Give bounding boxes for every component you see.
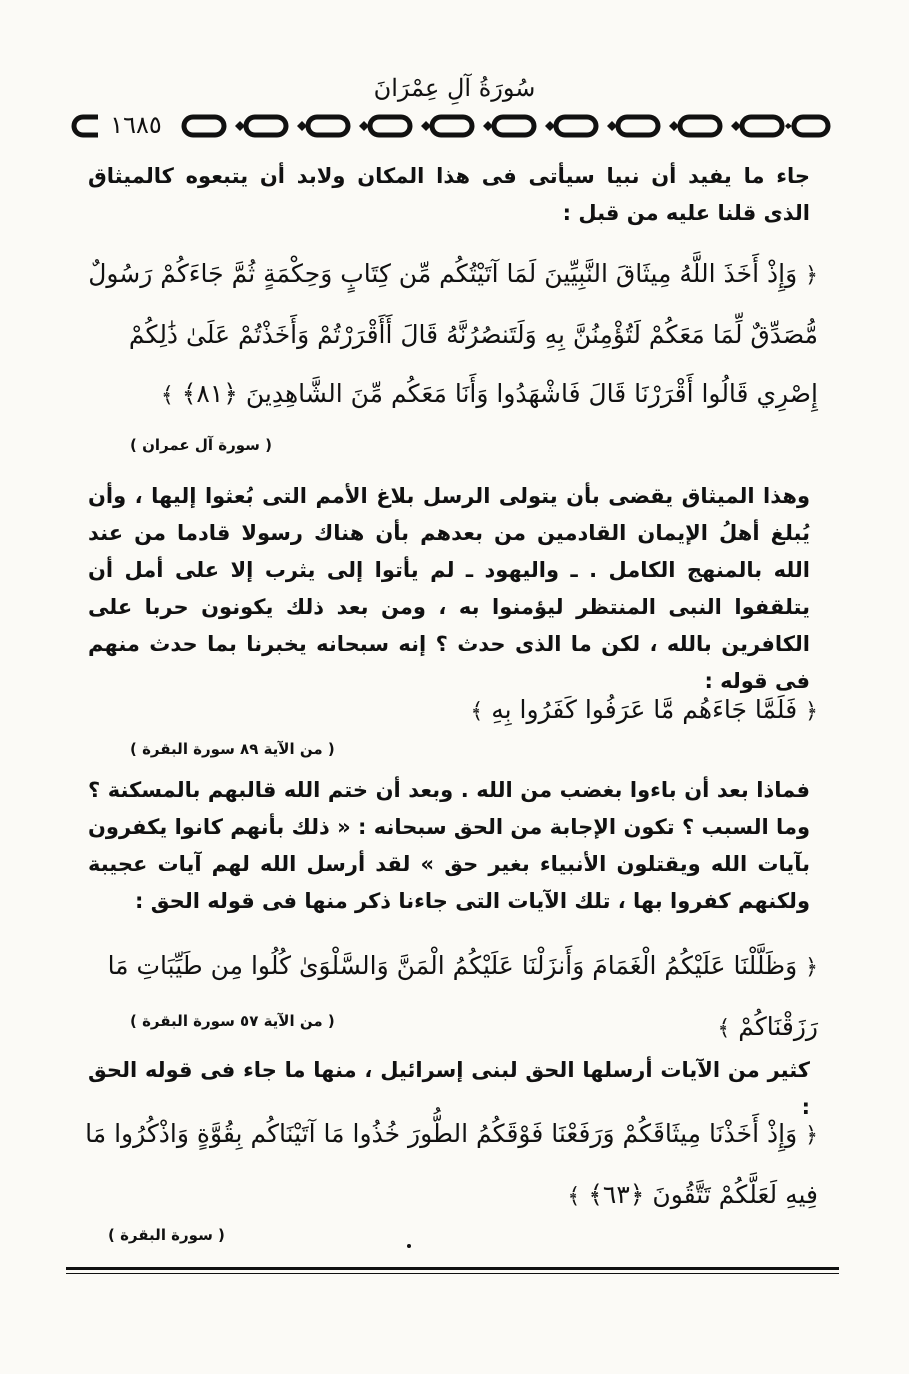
verse-reference-2: ( من الآية ٨٩ سورة البقرة ) [130,740,335,758]
paragraph-4: كثير من الآيات أرسلها الحق لبنى إسرائيل ، منها ما جاء فى قوله الحق : [88,1058,810,1119]
header-ornament-rule [66,112,836,140]
footer-rule [66,1267,839,1270]
verse-open-bracket: ﴿ [805,955,818,980]
verse-3 [78,936,818,1058]
verse-text: وَإِذْ أَخَذَ اللَّهُ مِيثَاقَ النَّبِيِّينَ لَمَا آتَيْتُكُم مِّن كِتَابٍ وَحِكْمَةٍ ثُمَّ جَاءَكُمْ رَسُولٌ مُّصَدِّقٌ لِّمَا مَعَكُمْ لَتُؤْمِنُنَّ بِهِ وَلَتَنصُرُنَّهُ قَالَ أَأَقْرَرْتُمْ وَأَخَذْتُمْ عَلَىٰ ذَٰلِكُمْ إِصْرِي قَالُوا أَقْرَرْنَا قَالَ فَاشْهَدُوا وَأَنَا مَعَكُم مِّنَ الشَّاهِدِينَ [88,259,818,408]
stray-dot [407,1244,411,1248]
verse-number: ﴿٦٣﴾ [588,1180,645,1209]
verse-text: وَإِذْ أَخَذْنَا مِيثَاقَكُمْ وَرَفَعْنَا فَوْقَكُمُ الطُّورَ خُذُوا مَا آتَيْنَاكُم بِقُوَّةٍ وَاذْكُرُوا مَا فِيهِ لَعَلَّكُمْ تَتَّقُونَ [85,1119,818,1209]
verse-open-bracket: ﴿ [805,1123,818,1148]
verse-1 [78,244,818,425]
verse-text: فَلَمَّا جَاءَهُم مَّا عَرَفُوا كَفَرُوا بِهِ [491,695,798,724]
verse-close-bracket: ﴾ [160,383,174,408]
verse-number: ﴿٨١﴾ [181,379,238,408]
paragraph-2: وهذا الميثاق يقضى بأن يتولى الرسل بلاغ الأمم التى بُعثوا إليها ، وأن يُبلغ أهلُ الإيمان القادمين من بعدهم بأن هناك رسولا قادما من عند الله بالمنهج الكامل . ـ واليهود ـ لم يأتوا إلى يثرب إلا على أمل أن يتلقفوا النبى المنتظر ليؤمنوا به ، ومن بعد ذلك يكونون حربا على الكافرين بالله ، لكن ما الذى حدث ؟ إنه سبحانه يخبرنا بما حدث منهم فى قوله : [88,484,810,693]
page-number: ١٦٨٥ [98,110,174,140]
verse-4 [78,1104,818,1226]
verse-close-bracket: ﴾ [567,1184,581,1209]
verse-reference-3: ( من الآية ٥٧ سورة البقرة ) [130,1012,335,1030]
footer-rule-thin [66,1273,839,1274]
verse-close-bracket: ﴾ [717,1016,731,1041]
verse-open-bracket: ﴿ [805,699,818,724]
verse-reference-4: ( سورة البقرة ) [108,1226,225,1244]
paragraph-1: جاء ما يفيد أن نبيا سيأتى فى هذا المكان ولابد أن يتبعوه كالميثاق الذى قلنا عليه من قبل : [88,164,810,225]
verse-reference-1: ( سورة آل عمران ) [130,436,272,454]
verse-open-bracket: ﴿ [805,263,818,288]
verse-text: وَظَلَّلْنَا عَلَيْكُمُ الْغَمَامَ وَأَنزَلْنَا عَلَيْكُمُ الْمَنَّ وَالسَّلْوَىٰ كُلُوا مِن طَيِّبَاتِ مَا رَزَقْنَاكُمْ [107,951,818,1041]
verse-close-bracket: ﴾ [470,699,484,724]
surah-title: سُورَةُ آلِ عِمْرَانَ [373,74,536,102]
paragraph-3: فماذا بعد أن باءوا بغضب من الله . وبعد أن ختم الله قالبهم بالمسكنة ؟ وما السبب ؟ تكون الإجابة من الحق سبحانه : « ذلك بأنهم كانوا يكفرون بآيات الله ويقتلون الأنبياء بغير حق » لقد أرسل الله لهم آيات عجيبة ولكنهم كفروا بها ، تلك الآيات التى جاءنا ذكر منها فى قوله الحق : [88,778,810,913]
verse-2 [78,680,818,741]
